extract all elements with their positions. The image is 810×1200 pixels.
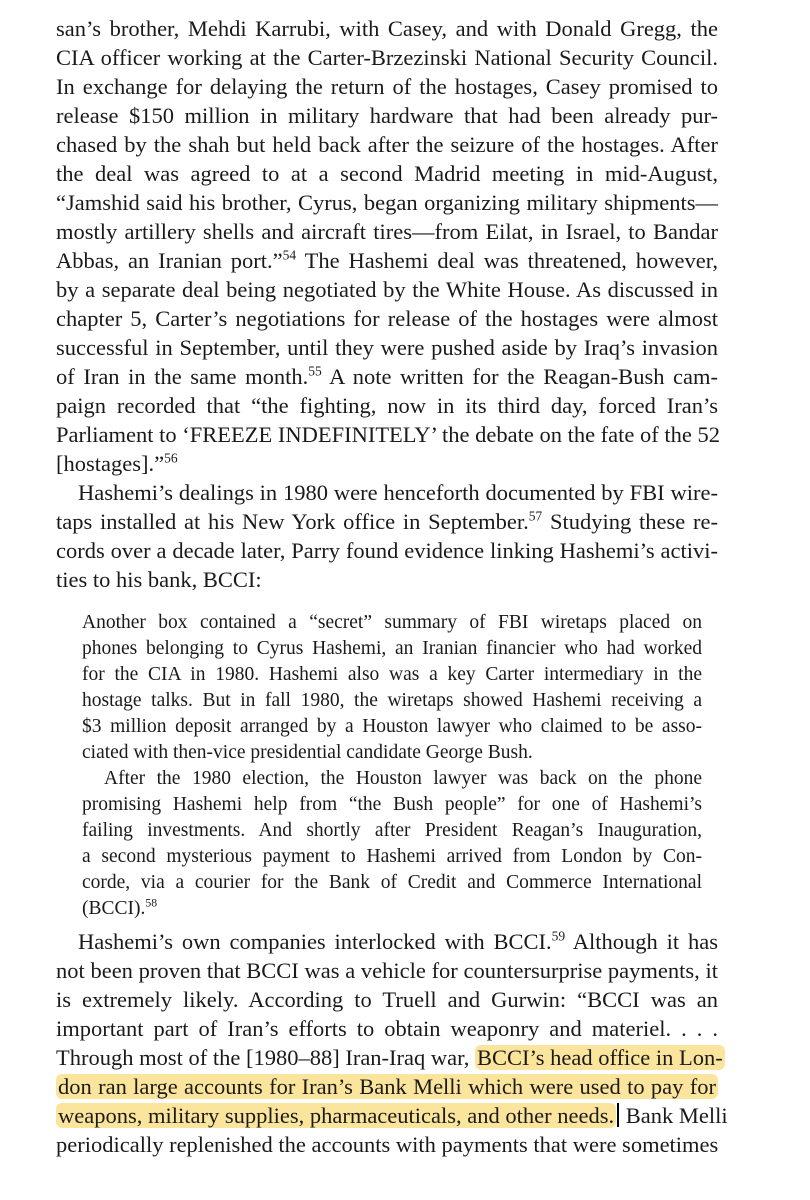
text-line: Parliament to ‘FREEZE INDEFINITELY’ the debate on the fate of the 52 <box>56 422 721 447</box>
text-line <box>56 246 718 275</box>
highlighted-text[interactable]: weapons, military supplies, pharmaceuticals, and other needs. <box>58 1103 615 1128</box>
text-line <box>56 1043 723 1072</box>
text-line: paign recorded that “the fighting, now in its third day, forced Iran’s <box>56 393 718 418</box>
text-line: mostly artillery shells and aircraft tires—from Eilat, in Israel, to Bandar <box>56 219 718 244</box>
text-span: of Iran in the same month. <box>56 364 309 389</box>
quote-line: phones belonging to Cyrus Hashemi, an Iranian financier who had worked <box>82 638 702 659</box>
text-line <box>56 1101 728 1130</box>
text-line <box>56 362 718 391</box>
text-line: successful in September, until they were pushed aside by Iraq’s invasion <box>56 335 718 360</box>
text-span: Studying these re- <box>542 509 718 534</box>
text-line: release $150 million in military hardware that had been already pur- <box>56 103 718 128</box>
text-line: In exchange for delaying the return of the hostages, Casey promised to <box>56 74 718 99</box>
quote-line: a second mysterious payment to Hashemi arrived from London by Con- <box>82 846 702 867</box>
text-span: (BCCI). <box>82 898 146 919</box>
highlighted-text[interactable]: don ran large accounts for Iran’s Bank Melli which were used to pay for <box>58 1074 716 1099</box>
text-line: chased by the shah but held back after the seizure of the hostages. After <box>56 132 718 157</box>
footnote-ref: 58 <box>145 896 158 910</box>
text-line: Hashemi’s dealings in 1980 were henceforth documented by FBI wire- <box>78 480 718 505</box>
text-line: “Jamshid said his brother, Cyrus, began organizing military shipments— <box>56 190 718 215</box>
text-line: periodically replenished the accounts with payments that were sometimes <box>56 1132 719 1157</box>
text-line: not been proven that BCCI was a vehicle for countersurprise payments, it <box>56 958 718 983</box>
text-line <box>56 1072 718 1101</box>
footnote-ref: 57 <box>528 508 543 524</box>
quote-line: failing investments. And shortly after President Reagan’s Inauguration, <box>82 820 702 841</box>
highlighted-text[interactable]: BCCI’s head office in Lon- <box>476 1045 723 1070</box>
quote-line: hostage talks. But in fall 1980, the wiretaps showed Hashemi receiving a <box>82 690 702 711</box>
text-cursor <box>617 1103 619 1127</box>
text-line: is extremely likely. According to Truell and Gurwin: “BCCI was an <box>56 987 718 1012</box>
text-span: Abbas, an Iranian port.” <box>56 248 283 273</box>
footnote-ref: 56 <box>164 450 178 466</box>
text-line <box>56 927 718 956</box>
quote-line: promising Hashemi help from “the Bush people” for one of Hashemi’s <box>82 794 702 815</box>
footnote-ref: 54 <box>282 247 297 263</box>
quote-line: After the 1980 election, the Houston lawyer was back on the phone <box>104 768 702 789</box>
text-line: important part of Iran’s efforts to obtain weaponry and materiel. . . . <box>56 1016 718 1041</box>
quote-line <box>82 896 702 922</box>
quote-line: Another box contained a “secret” summary of FBI wiretaps placed on <box>82 612 702 633</box>
text-line: cords over a decade later, Parry found evidence linking Hashemi’s activi- <box>56 538 718 563</box>
text-span: Bank Melli <box>620 1103 728 1128</box>
text-line <box>56 507 718 536</box>
quote-line: for the CIA in 1980. Hashemi also was a key Carter intermediary in the <box>82 664 702 685</box>
footnote-ref: 59 <box>551 928 566 944</box>
text-span: Hashemi’s own companies interlocked with BCCI. <box>78 929 552 954</box>
quote-line: ciated with then-vice presidential candidate George Bush. <box>82 742 533 763</box>
quote-line: corde, via a courier for the Bank of Credit and Commerce International <box>82 872 702 893</box>
text-span: The Hashemi deal was threatened, however, <box>296 248 718 273</box>
text-span: [hostages].” <box>56 451 165 476</box>
text-line: san’s brother, Mehdi Karrubi, with Casey, and with Donald Gregg, the <box>56 16 718 41</box>
text-line <box>56 449 718 478</box>
text-line: CIA officer working at the Carter-Brzezinski National Security Council. <box>56 45 718 70</box>
quote-line: $3 million deposit arranged by a Houston lawyer who claimed to be asso- <box>82 716 702 737</box>
text-line: by a separate deal being negotiated by the White House. As discussed in <box>56 277 718 302</box>
text-span: Although it has <box>565 929 718 954</box>
text-line: the deal was agreed to at a second Madrid meeting in mid-August, <box>56 161 718 186</box>
text-span: Through most of the [1980–88] Iran-Iraq war, <box>56 1045 475 1070</box>
text-line: ties to his bank, BCCI: <box>56 567 262 592</box>
text-span: taps installed at his New York office in September. <box>56 509 529 534</box>
text-span: A note written for the Reagan-Bush cam- <box>321 364 719 389</box>
footnote-ref: 55 <box>308 363 322 379</box>
text-line: chapter 5, Carter’s negotiations for release of the hostages were almost <box>56 306 718 331</box>
